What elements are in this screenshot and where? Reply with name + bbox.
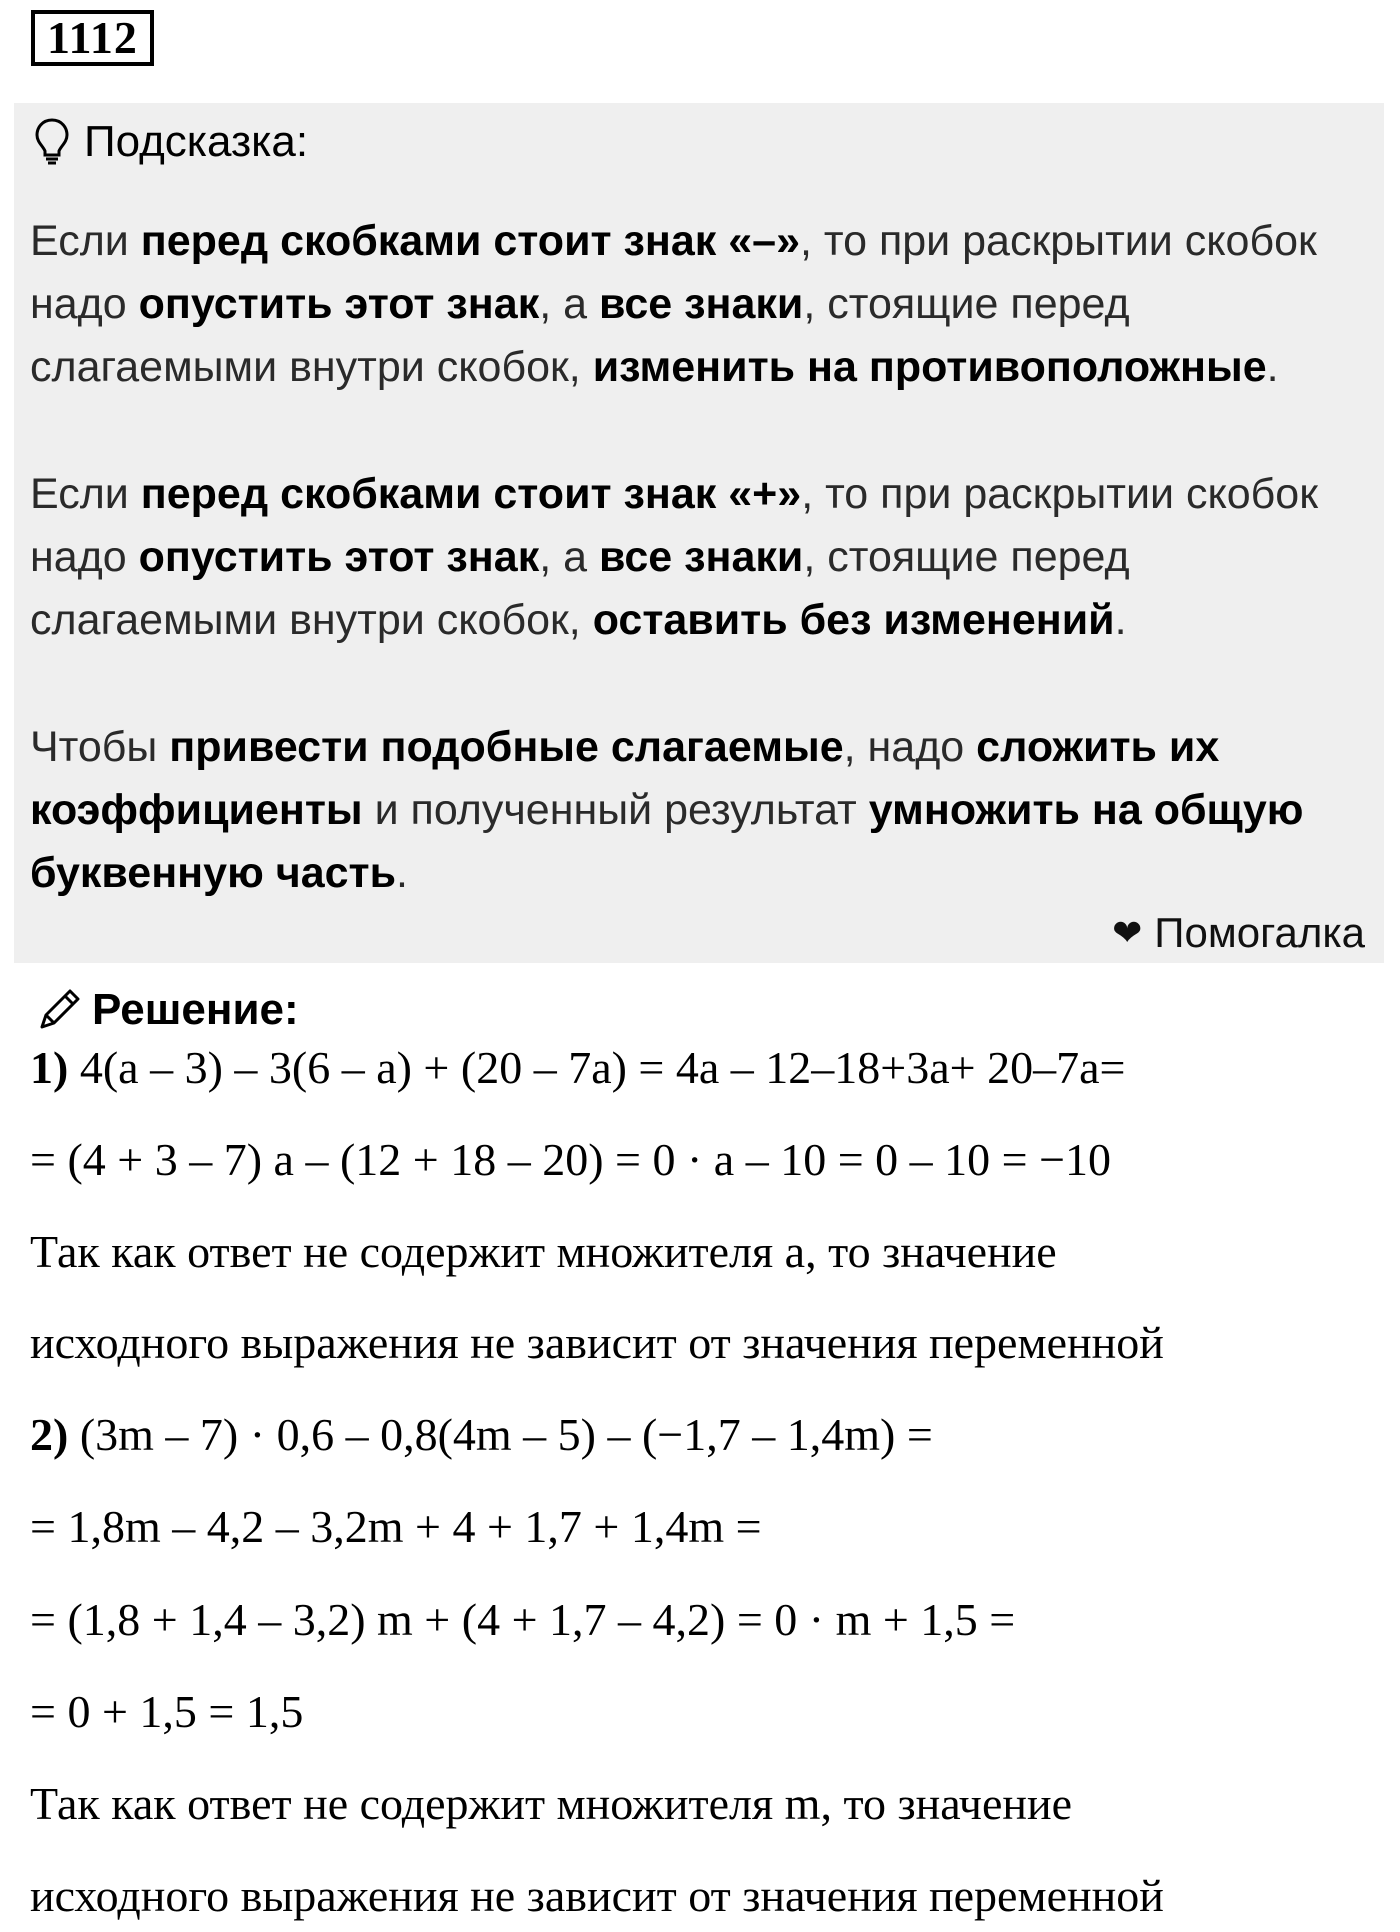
paragraph-text: , а [539, 533, 599, 581]
solution-line [30, 1222, 1390, 1282]
hint-header [34, 112, 308, 172]
solution-line [30, 1038, 1390, 1098]
paragraph-text: Чтобы [30, 723, 170, 771]
task-number: 1112 [31, 10, 154, 66]
lightbulb-icon [34, 117, 70, 167]
paragraph-text: Если [30, 217, 141, 265]
solution-line [30, 1497, 1390, 1557]
solution-line [30, 1866, 1390, 1926]
solution-line [30, 1405, 1390, 1465]
paragraph-text: и полученный результат [362, 786, 869, 834]
solution-title: Решение: [92, 985, 299, 1034]
solution-line [30, 1313, 1390, 1373]
solution-text: = (4 + 3 – 7) a – (12 + 18 – 20) = 0 · a – 10 = 0 – 10 = −10 [30, 1134, 1112, 1185]
solution-header [34, 980, 299, 1040]
solution-line [30, 1682, 1390, 1742]
emphasis-text: опустить этот знак [138, 280, 540, 328]
paragraph-text: . [1114, 596, 1127, 644]
emphasis-text: изменить на противоположные [592, 343, 1267, 391]
paragraph-text: , надо [843, 723, 977, 771]
credit-label: Помогалка [1154, 909, 1365, 956]
pencil-icon [34, 985, 84, 1035]
emphasis-text: все знаки [598, 280, 804, 328]
paragraph-text: , стоящие перед слагаемыми внутри скобок, [30, 533, 1130, 644]
solution-text: (3m – 7) · 0,6 – 0,8(4m – 5) – (−1,7 – 1,4m) = [68, 1409, 933, 1460]
solution-text: 4(a – 3) – 3(6 – a) + (20 – 7a) = 4a – 12–18+3a+ 20–7a= [68, 1042, 1126, 1093]
solution-text: = 0 + 1,5 = 1,5 [30, 1686, 304, 1737]
paragraph-text: , а [539, 280, 599, 328]
emphasis-text: умножить на общую буквенную часть [30, 786, 1304, 897]
paragraph-text: , стоящие перед слагаемыми внутри скобок, [30, 280, 1130, 391]
solution-text: исходного выражения не зависит от значения переменной [30, 1870, 1164, 1921]
emphasis-text: привести подобные слагаемые [169, 723, 844, 771]
solution-item-number: 2) [30, 1409, 69, 1460]
hint-title: Подсказка: [84, 117, 309, 166]
paragraph-text: , то при раскрытии скобок надо [30, 217, 1317, 328]
paragraph-text: . [1266, 343, 1279, 391]
paragraph-text: , то при раскрытии скобок надо [30, 470, 1319, 581]
solution-line [30, 1590, 1390, 1650]
solution-text: Так как ответ не содержит множителя a, то значение [30, 1226, 1057, 1277]
credit [1112, 905, 1365, 961]
paragraph-text: Если [30, 470, 141, 518]
emphasis-text: перед скобками стоит знак «+» [140, 470, 802, 518]
emphasis-text: оставить без изменений [592, 596, 1115, 644]
heart-icon: ❤ [1112, 912, 1143, 953]
emphasis-text: сложить их коэффициенты [30, 723, 1220, 834]
hint-paragraph-2 [30, 463, 1370, 652]
solution-item-number: 1) [30, 1042, 69, 1093]
hint-paragraph-3 [30, 716, 1370, 905]
hint-paragraph-1 [30, 210, 1370, 399]
solution-text: Так как ответ не содержит множителя m, то значение [30, 1778, 1073, 1829]
emphasis-text: все знаки [598, 533, 804, 581]
emphasis-text: опустить этот знак [138, 533, 540, 581]
solution-text: исходного выражения не зависит от значения переменной [30, 1317, 1164, 1368]
solution-line [30, 1774, 1390, 1834]
solution-line [30, 1130, 1390, 1190]
solution-text: = (1,8 + 1,4 – 3,2) m + (4 + 1,7 – 4,2) = 0 · m + 1,5 = [30, 1594, 1016, 1645]
solution-text: = 1,8m – 4,2 – 3,2m + 4 + 1,7 + 1,4m = [30, 1501, 762, 1552]
emphasis-text: перед скобками стоит знак «–» [140, 217, 800, 265]
paragraph-text: . [396, 849, 408, 897]
